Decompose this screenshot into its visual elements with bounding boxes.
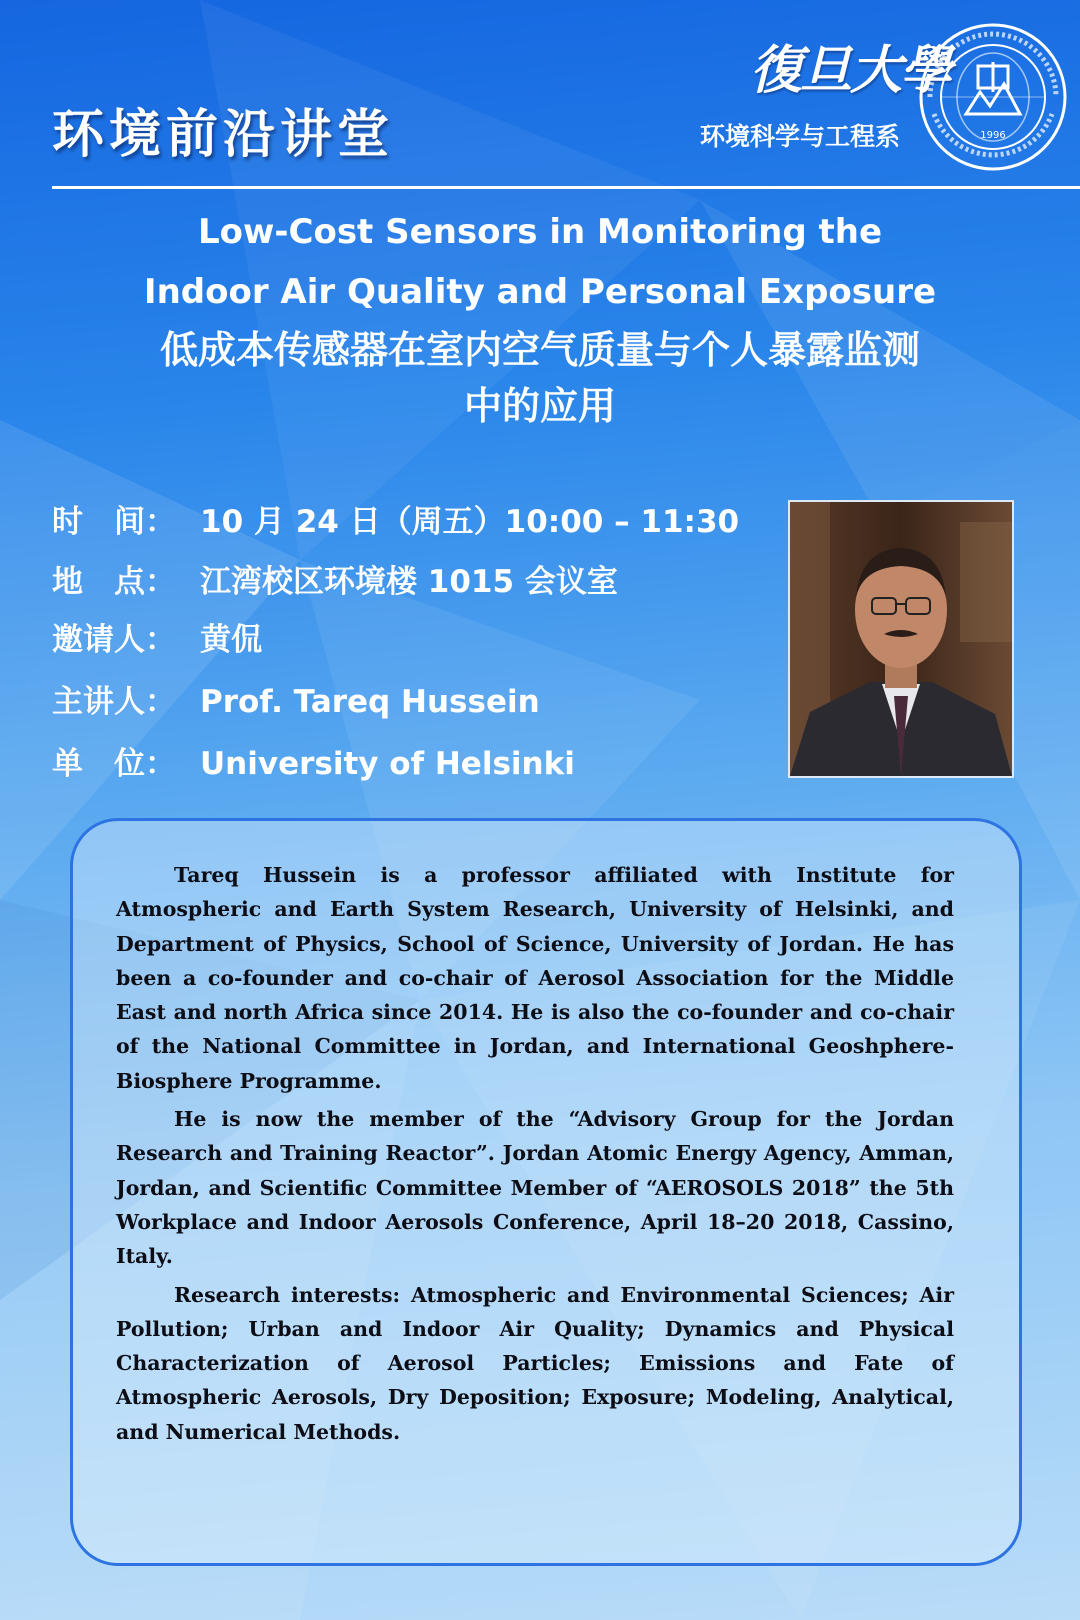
info-host: [52, 614, 262, 659]
seal-year: 1996: [980, 130, 1006, 141]
bio-paragraph: Tareq Hussein is a professor affiliated with Institute for Atmospheric and Earth System Research, University of Helsinki, and Department of Physics, School of Science, University of Jordan. He has been a co-founder and co-chair of Aerosol Association for the Middle East and north Africa since 2014. He is also the co-founder and co-chair of the National Committee in Jordan, and International Geoshphere-Biosphere Programme.: [116, 863, 954, 1093]
info-label: 邀请人：: [52, 622, 176, 658]
title-zh-line1: 低成本传感器在室内空气质量与个人暴露监测: [159, 328, 920, 372]
series-title: 环境前沿讲堂: [52, 105, 395, 165]
bio-paragraph: Research interests: Atmospheric and Environmental Sciences; Air Pollution; Urban and Indoor Air Quality; Dynamics and Physical Characterization of Aerosol Particles; Emissions and Fate of Atmospheric Aerosols, Dry Deposition; Exposure; Modeling, Analytical, and Numerical Methods.: [116, 1282, 954, 1444]
title-en-line1: Low-Cost Sensors in Monitoring the: [197, 212, 883, 252]
title-en-line2: Indoor Air Quality and Personal Exposure: [143, 272, 937, 312]
info-label: 主讲人：: [52, 684, 176, 720]
info-value: 江湾校区环境楼 1015 会议室: [200, 564, 618, 600]
info-label: 单 位：: [52, 746, 176, 782]
info-label: 时 间：: [52, 504, 176, 540]
bio-paragraph: He is now the member of the “Advisory Group for the Jordan Research and Training Reactor”. Jordan Atomic Energy Agency, Amman, Jordan, and Scientific Committee Member of “AEROSOLS 2018” the 5th Workplace and Indoor Aerosols Conference, April 18–20 2018, Cassino, Italy.: [116, 1107, 954, 1269]
info-affiliation: [52, 738, 575, 783]
title-zh-line2: 中的应用: [463, 384, 616, 428]
info-time: [52, 496, 739, 541]
info-value: Prof. Tareq Hussein: [200, 684, 540, 720]
info-speaker: [52, 676, 540, 721]
university-name: 復旦大學: [750, 40, 951, 101]
info-value: University of Helsinki: [200, 746, 575, 782]
speaker-portrait: [788, 500, 1014, 778]
info-value: 黄侃: [200, 622, 262, 658]
department-seal-logo: [918, 22, 1068, 172]
info-value: 10 月 24 日（周五）10:00 – 11:30: [200, 504, 740, 540]
info-label: 地 点：: [52, 564, 176, 600]
speaker-bio: [116, 858, 954, 1453]
talk-title: [40, 202, 1040, 434]
info-location: [52, 556, 618, 601]
department-name: 环境科学与工程系: [700, 122, 901, 151]
header-divider: [52, 186, 1080, 189]
